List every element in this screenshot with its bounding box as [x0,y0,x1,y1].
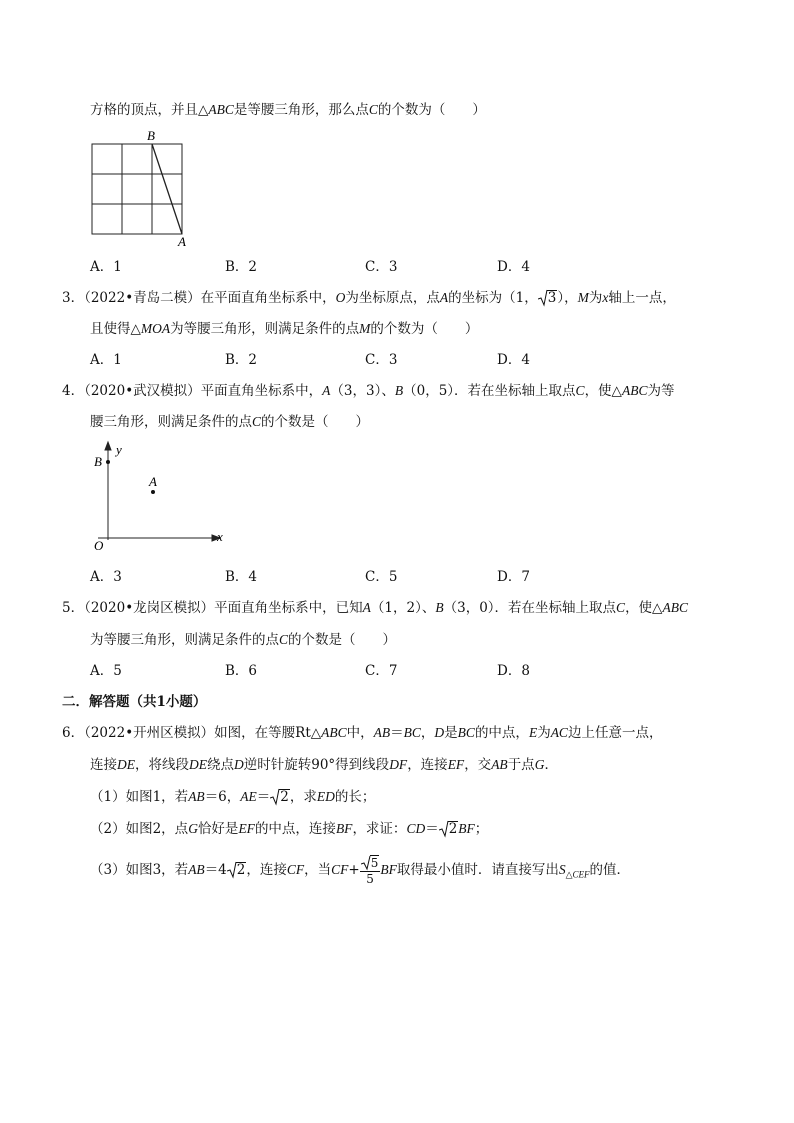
q4-line2: 腰三角形，则满足条件的点C的个数是（ ） [90,414,370,430]
option-a[interactable]: A．3 [90,569,122,585]
q4-axis-y-label: y [116,442,122,457]
q6-line2: 连接DE，将线段DE绕点D逆时针旋转90°得到线段DF，连接EF，交AB于点G． [90,757,558,773]
q4-origin-label: O [94,538,104,553]
q3-line2: 且使得△MOA为等腰三角形，则满足条件的点M的个数为（ ） [90,321,479,337]
fraction-sqrt5-over-5: $\frac{5}{5}$ [360,855,381,886]
option-b[interactable]: B．2 [225,352,258,368]
sqrt-2: 2 [270,788,290,806]
section-heading: 二．解答题（共1小题） [62,694,207,710]
sqrt-2: 2 [439,820,459,838]
q2-grid-figure [84,126,194,250]
q6-part2: （2）如图2，点G恰好是EF的中点，连接BF，求证：CD＝ 2BF； [90,821,489,837]
q4-point-a-label: A [149,474,157,489]
q4-line1: 4．（2020•武汉模拟）平面直角坐标系中，A（3，3）、B（0，5）．若在坐标轴上取点C，使△ABC为等 [62,383,675,399]
option-c[interactable]: C．3 [365,259,398,275]
option-a[interactable]: A．1 [90,352,122,368]
option-d[interactable]: D．4 [497,259,530,275]
option-b[interactable]: B．4 [225,569,258,585]
option-c[interactable]: C．5 [365,569,398,585]
option-c[interactable]: C．3 [365,352,398,368]
option-b[interactable]: B．6 [225,663,258,679]
q5-line2: 为等腰三角形，则满足条件的点C的个数是（ ） [90,632,397,648]
q6-line1: 6．（2022•开州区模拟）如图，在等腰Rt△ABC中，AB＝BC，D是BC的中点，E为AC边上任意一点， [62,725,663,741]
q4-coordinate-figure [88,440,233,560]
q3-line1: 3．（2022•青岛二模）在平面直角坐标系中，O为坐标原点，点A的坐标为（1， 3），M为x轴上一点， [62,290,676,306]
q2-stem: 方格的顶点，并且△ABC是等腰三角形，那么点C的个数为（ ） [90,102,486,118]
option-d[interactable]: D．7 [497,569,530,585]
option-b[interactable]: B．2 [225,259,258,275]
q2-label-a: A [178,234,186,249]
q5-line1: 5．（2020•龙岗区模拟）平面直角坐标系中，已知A（1，2）、B（3，0）．若在坐标轴上取点C，使△ABC [62,600,688,616]
q6-part1: （1）如图1，若AB＝6，AE＝ 2，求ED的长； [90,789,376,805]
q6-part3: （3）如图3，若AB＝4 2，连接CF，当CF+ $\frac{5}{5}$ BF取得最小值时．请直接写出$S_{\triangle CEF}$的值． [90,852,630,893]
sqrt-3: 3 [538,289,558,307]
option-d[interactable]: D．4 [497,352,530,368]
q4-axis-x-label: x [217,529,223,544]
option-a[interactable]: A．1 [90,259,122,275]
sqrt-2: 2 [227,852,247,888]
q4-point-b [106,460,110,464]
q4-point-b-label: B [94,454,102,469]
option-a[interactable]: A．5 [90,663,122,679]
option-d[interactable]: D．8 [497,663,530,679]
q2-label-b: B [147,128,155,143]
option-c[interactable]: C．7 [365,663,398,679]
q4-point-a [151,490,155,494]
